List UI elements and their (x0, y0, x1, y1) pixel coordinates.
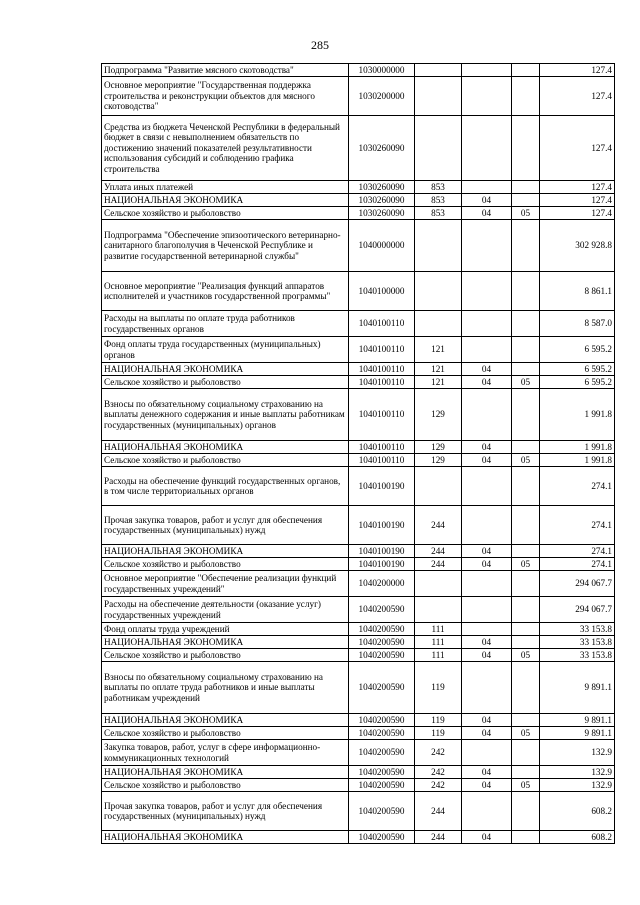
row-target-code-cell: 1040200590 (349, 714, 415, 727)
row-expense-type-cell (415, 77, 462, 116)
row-amount-cell: 274.1 (540, 558, 615, 571)
row-subsection-cell (512, 389, 540, 441)
row-subsection-cell (512, 311, 540, 337)
row-name-cell: Подпрограмма "Развитие мясного скотоводства" (102, 64, 349, 77)
row-subsection-cell (512, 337, 540, 363)
row-expense-type-cell: 111 (415, 649, 462, 662)
row-subsection-cell (512, 363, 540, 376)
table-row (102, 662, 615, 714)
row-subsection-cell (512, 792, 540, 831)
row-expense-type-cell: 242 (415, 779, 462, 792)
row-amount-cell: 6 595.2 (540, 363, 615, 376)
row-expense-type-cell: 244 (415, 558, 462, 571)
row-section-cell: 04 (462, 207, 512, 220)
row-target-code-cell: 1030260090 (349, 194, 415, 207)
row-subsection-cell (512, 77, 540, 116)
row-section-cell (462, 597, 512, 623)
row-target-code-cell: 1040100190 (349, 506, 415, 545)
row-section-cell (462, 740, 512, 766)
row-amount-cell: 132.9 (540, 779, 615, 792)
row-section-cell: 04 (462, 376, 512, 389)
row-expense-type-cell: 119 (415, 662, 462, 714)
table-row (102, 441, 615, 454)
row-section-cell (462, 116, 512, 181)
row-expense-type-cell: 244 (415, 545, 462, 558)
row-amount-cell: 1 991.8 (540, 389, 615, 441)
row-section-cell: 04 (462, 766, 512, 779)
row-section-cell: 04 (462, 441, 512, 454)
row-expense-type-cell: 121 (415, 376, 462, 389)
row-name-cell: Расходы на обеспечение функций государственных органов, в том числе территориальных органов (102, 467, 349, 506)
row-subsection-cell (512, 571, 540, 597)
table-row (102, 571, 615, 597)
row-expense-type-cell: 111 (415, 623, 462, 636)
row-name-cell: Фонд оплаты труда учреждений (102, 623, 349, 636)
row-section-cell: 04 (462, 649, 512, 662)
row-subsection-cell: 05 (512, 649, 540, 662)
row-target-code-cell: 1040100190 (349, 558, 415, 571)
row-section-cell (462, 181, 512, 194)
row-expense-type-cell (415, 64, 462, 77)
row-section-cell: 04 (462, 363, 512, 376)
row-target-code-cell: 1040200590 (349, 727, 415, 740)
row-target-code-cell: 1040100000 (349, 272, 415, 311)
row-target-code-cell: 1040200590 (349, 662, 415, 714)
row-target-code-cell: 1040100110 (349, 441, 415, 454)
table-row (102, 740, 615, 766)
row-section-cell: 04 (462, 714, 512, 727)
row-section-cell (462, 272, 512, 311)
row-target-code-cell: 1040200590 (349, 831, 415, 844)
row-section-cell (462, 389, 512, 441)
table-row (102, 77, 615, 116)
row-amount-cell: 1 991.8 (540, 454, 615, 467)
row-section-cell (462, 77, 512, 116)
row-amount-cell: 274.1 (540, 506, 615, 545)
row-amount-cell: 127.4 (540, 207, 615, 220)
row-name-cell: Средства из бюджета Чеченской Республики в федеральный бюджет в связи с невыполнением обязательств по достижению значений показателей результативности использования субсидий и соблюдению графика строительства (102, 116, 349, 181)
table-row (102, 220, 615, 272)
row-section-cell (462, 662, 512, 714)
table-row (102, 64, 615, 77)
table-row (102, 389, 615, 441)
row-expense-type-cell: 244 (415, 792, 462, 831)
row-subsection-cell (512, 441, 540, 454)
row-section-cell (462, 623, 512, 636)
row-amount-cell: 127.4 (540, 116, 615, 181)
row-target-code-cell: 1040200590 (349, 623, 415, 636)
table-row (102, 116, 615, 181)
row-name-cell: Прочая закупка товаров, работ и услуг для обеспечения государственных (муниципальных) нужд (102, 506, 349, 545)
row-subsection-cell: 05 (512, 727, 540, 740)
row-name-cell: Подпрограмма "Обеспечение эпизоотического ветеринарно-санитарного благополучия в Чеченской Республике и развитие государственной ветеринарной службы" (102, 220, 349, 272)
budget-table (101, 63, 615, 844)
row-name-cell: Фонд оплаты труда государственных (муниципальных) органов (102, 337, 349, 363)
row-amount-cell: 608.2 (540, 831, 615, 844)
row-amount-cell: 132.9 (540, 766, 615, 779)
row-name-cell: НАЦИОНАЛЬНАЯ ЭКОНОМИКА (102, 441, 349, 454)
row-name-cell: НАЦИОНАЛЬНАЯ ЭКОНОМИКА (102, 766, 349, 779)
row-section-cell (462, 220, 512, 272)
row-section-cell: 04 (462, 194, 512, 207)
row-amount-cell: 6 595.2 (540, 337, 615, 363)
row-amount-cell: 1 991.8 (540, 441, 615, 454)
row-expense-type-cell (415, 116, 462, 181)
row-expense-type-cell (415, 272, 462, 311)
row-expense-type-cell: 121 (415, 363, 462, 376)
row-amount-cell: 132.9 (540, 740, 615, 766)
row-name-cell: Взносы по обязательному социальному страхованию на выплаты по оплате труда работников и иные выплаты работникам учреждений (102, 662, 349, 714)
row-subsection-cell (512, 597, 540, 623)
row-subsection-cell (512, 545, 540, 558)
row-amount-cell: 8 587.0 (540, 311, 615, 337)
row-target-code-cell: 1030260090 (349, 116, 415, 181)
row-name-cell: Прочая закупка товаров, работ и услуг для обеспечения государственных (муниципальных) нужд (102, 792, 349, 831)
row-name-cell: НАЦИОНАЛЬНАЯ ЭКОНОМИКА (102, 831, 349, 844)
row-section-cell: 04 (462, 558, 512, 571)
table-row (102, 272, 615, 311)
row-subsection-cell (512, 766, 540, 779)
table-row (102, 311, 615, 337)
row-target-code-cell: 1030000000 (349, 64, 415, 77)
row-expense-type-cell (415, 220, 462, 272)
row-name-cell: Сельское хозяйство и рыболовство (102, 558, 349, 571)
page-number: 285 (311, 38, 329, 52)
table-row (102, 558, 615, 571)
row-target-code-cell: 1040200590 (349, 792, 415, 831)
row-target-code-cell: 1040100110 (349, 363, 415, 376)
row-subsection-cell (512, 623, 540, 636)
row-name-cell: НАЦИОНАЛЬНАЯ ЭКОНОМИКА (102, 545, 349, 558)
table-row (102, 831, 615, 844)
row-expense-type-cell: 853 (415, 194, 462, 207)
row-expense-type-cell: 129 (415, 441, 462, 454)
row-section-cell (462, 337, 512, 363)
row-subsection-cell (512, 116, 540, 181)
row-target-code-cell: 1040200590 (349, 766, 415, 779)
row-name-cell: НАЦИОНАЛЬНАЯ ЭКОНОМИКА (102, 363, 349, 376)
row-amount-cell: 9 891.1 (540, 662, 615, 714)
row-expense-type-cell: 129 (415, 454, 462, 467)
row-amount-cell: 33 153.8 (540, 623, 615, 636)
row-amount-cell: 9 891.1 (540, 714, 615, 727)
row-subsection-cell: 05 (512, 558, 540, 571)
row-target-code-cell: 1040200590 (349, 597, 415, 623)
row-amount-cell: 127.4 (540, 64, 615, 77)
table-row (102, 597, 615, 623)
table-row (102, 376, 615, 389)
table-row (102, 779, 615, 792)
row-target-code-cell: 1040100190 (349, 467, 415, 506)
row-target-code-cell: 1030260090 (349, 207, 415, 220)
row-name-cell: Сельское хозяйство и рыболовство (102, 207, 349, 220)
row-section-cell (462, 506, 512, 545)
row-amount-cell: 294 067.7 (540, 597, 615, 623)
row-target-code-cell: 1040100110 (349, 454, 415, 467)
row-expense-type-cell (415, 597, 462, 623)
row-subsection-cell (512, 831, 540, 844)
table-row (102, 792, 615, 831)
row-expense-type-cell: 244 (415, 831, 462, 844)
table-row (102, 363, 615, 376)
row-expense-type-cell: 111 (415, 636, 462, 649)
row-subsection-cell (512, 181, 540, 194)
table-row (102, 454, 615, 467)
row-expense-type-cell: 853 (415, 181, 462, 194)
row-subsection-cell: 05 (512, 779, 540, 792)
row-expense-type-cell (415, 571, 462, 597)
row-section-cell: 04 (462, 831, 512, 844)
table-row (102, 714, 615, 727)
row-target-code-cell: 1030260090 (349, 181, 415, 194)
row-target-code-cell: 1040100190 (349, 545, 415, 558)
row-name-cell: Сельское хозяйство и рыболовство (102, 727, 349, 740)
row-subsection-cell (512, 506, 540, 545)
row-name-cell: Сельское хозяйство и рыболовство (102, 376, 349, 389)
row-amount-cell: 608.2 (540, 792, 615, 831)
row-amount-cell: 302 928.8 (540, 220, 615, 272)
row-expense-type-cell: 119 (415, 727, 462, 740)
table-row (102, 207, 615, 220)
row-name-cell: НАЦИОНАЛЬНАЯ ЭКОНОМИКА (102, 194, 349, 207)
table-row (102, 727, 615, 740)
row-amount-cell: 127.4 (540, 181, 615, 194)
row-expense-type-cell: 242 (415, 740, 462, 766)
row-subsection-cell (512, 467, 540, 506)
row-name-cell: Расходы на обеспечение деятельности (оказание услуг) государственных учреждений (102, 597, 349, 623)
row-section-cell (462, 792, 512, 831)
table-row (102, 636, 615, 649)
row-expense-type-cell (415, 467, 462, 506)
row-name-cell: Уплата иных платежей (102, 181, 349, 194)
row-name-cell: Основное мероприятие "Реализация функций аппаратов исполнителей и участников государственной программы" (102, 272, 349, 311)
row-target-code-cell: 1030200000 (349, 77, 415, 116)
row-amount-cell: 274.1 (540, 467, 615, 506)
row-name-cell: Основное мероприятие "Государственная поддержка строительства и реконструкции объектов для мясного скотоводства" (102, 77, 349, 116)
row-name-cell: Основное мероприятие "Обеспечение реализации функций государственных учреждений" (102, 571, 349, 597)
row-subsection-cell (512, 662, 540, 714)
row-section-cell: 04 (462, 454, 512, 467)
row-amount-cell: 127.4 (540, 194, 615, 207)
row-target-code-cell: 1040100110 (349, 337, 415, 363)
table-row (102, 181, 615, 194)
row-subsection-cell (512, 194, 540, 207)
budget-table-body (102, 64, 615, 844)
table-row (102, 545, 615, 558)
row-section-cell (462, 64, 512, 77)
row-section-cell: 04 (462, 545, 512, 558)
table-row (102, 506, 615, 545)
row-name-cell: Расходы на выплаты по оплате труда работников государственных органов (102, 311, 349, 337)
row-section-cell (462, 467, 512, 506)
row-name-cell: НАЦИОНАЛЬНАЯ ЭКОНОМИКА (102, 636, 349, 649)
row-expense-type-cell: 119 (415, 714, 462, 727)
row-name-cell: Закупка товаров, работ, услуг в сфере информационно-коммуникационных технологий (102, 740, 349, 766)
row-expense-type-cell: 853 (415, 207, 462, 220)
table-row (102, 766, 615, 779)
row-expense-type-cell: 242 (415, 766, 462, 779)
row-expense-type-cell: 121 (415, 337, 462, 363)
row-amount-cell: 127.4 (540, 77, 615, 116)
table-row (102, 194, 615, 207)
row-target-code-cell: 1040200590 (349, 636, 415, 649)
row-subsection-cell (512, 714, 540, 727)
table-row (102, 337, 615, 363)
row-section-cell: 04 (462, 636, 512, 649)
row-subsection-cell (512, 272, 540, 311)
row-amount-cell: 6 595.2 (540, 376, 615, 389)
row-target-code-cell: 1040200590 (349, 779, 415, 792)
row-target-code-cell: 1040200000 (349, 571, 415, 597)
row-target-code-cell: 1040000000 (349, 220, 415, 272)
row-section-cell: 04 (462, 727, 512, 740)
row-subsection-cell (512, 220, 540, 272)
row-amount-cell: 8 861.1 (540, 272, 615, 311)
row-name-cell: Взносы по обязательному социальному страхованию на выплаты денежного содержания и иные выплаты работникам государственных (муниципальных) органов (102, 389, 349, 441)
row-subsection-cell: 05 (512, 376, 540, 389)
row-subsection-cell: 05 (512, 207, 540, 220)
row-target-code-cell: 1040200590 (349, 740, 415, 766)
row-expense-type-cell (415, 311, 462, 337)
row-expense-type-cell: 244 (415, 506, 462, 545)
table-row (102, 649, 615, 662)
table-row (102, 467, 615, 506)
row-target-code-cell: 1040100110 (349, 311, 415, 337)
row-subsection-cell: 05 (512, 454, 540, 467)
table-row (102, 623, 615, 636)
row-name-cell: Сельское хозяйство и рыболовство (102, 649, 349, 662)
row-subsection-cell (512, 740, 540, 766)
row-amount-cell: 294 067.7 (540, 571, 615, 597)
row-subsection-cell (512, 636, 540, 649)
row-section-cell: 04 (462, 779, 512, 792)
row-target-code-cell: 1040200590 (349, 649, 415, 662)
row-amount-cell: 274.1 (540, 545, 615, 558)
row-amount-cell: 33 153.8 (540, 636, 615, 649)
row-section-cell (462, 311, 512, 337)
row-target-code-cell: 1040100110 (349, 389, 415, 441)
row-amount-cell: 33 153.8 (540, 649, 615, 662)
row-expense-type-cell: 129 (415, 389, 462, 441)
row-name-cell: Сельское хозяйство и рыболовство (102, 779, 349, 792)
row-name-cell: НАЦИОНАЛЬНАЯ ЭКОНОМИКА (102, 714, 349, 727)
row-amount-cell: 9 891.1 (540, 727, 615, 740)
row-name-cell: Сельское хозяйство и рыболовство (102, 454, 349, 467)
row-subsection-cell (512, 64, 540, 77)
row-section-cell (462, 571, 512, 597)
row-target-code-cell: 1040100110 (349, 376, 415, 389)
